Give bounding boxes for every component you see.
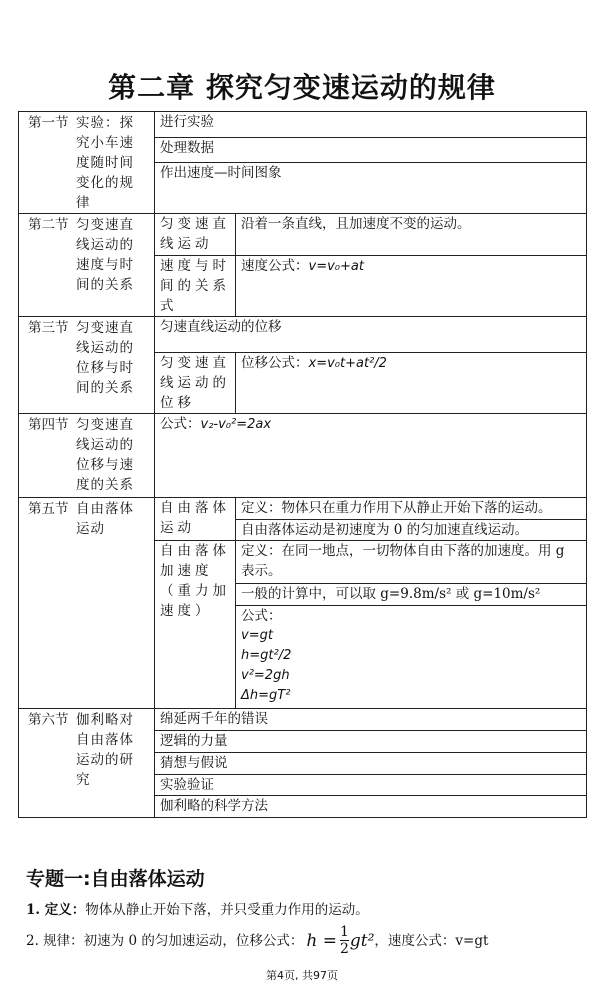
formula: v₂-v₀²=2ax (200, 417, 272, 432)
section-title: 实验：探究小车速度随时间变化的规律 (76, 115, 134, 211)
table-cell: 绵延两千年的错误 (155, 709, 587, 731)
formula-label: 公式： (241, 608, 282, 624)
table-cell: 一般的计算中，可以取 g=9.8m/s² 或 g=10m/s² (236, 584, 587, 606)
table-cell: 进行实验 (155, 112, 587, 138)
formula: gt² (349, 930, 375, 951)
section-cell (19, 112, 155, 214)
table-cell: 作出速度—时间图象 (155, 163, 587, 214)
table-cell (155, 414, 587, 498)
table-row (19, 414, 587, 498)
table-cell: 处理数据 (155, 137, 587, 163)
law-text: 2. 规律：初速为 0 的匀加速运动，位移公式： (26, 932, 304, 949)
topic-heading: 专题一:自由落体运动 (26, 868, 205, 890)
section-title: 匀变速直线运动的位移与速度的关系 (76, 417, 134, 493)
summary-table (18, 111, 587, 818)
law-text-tail: ，速度公式：v=gt (374, 932, 489, 949)
formula: h=gt²/2 (241, 648, 292, 663)
table-cell: 定义：物体只在重力作用下从静止开始下落的运动。 (236, 498, 587, 520)
table-cell: 沿着一条直线，且加速度不变的运动。 (236, 214, 587, 256)
formula: v²=2gh (241, 668, 290, 683)
table-cell: 实验验证 (155, 775, 587, 796)
denominator: 2 (339, 941, 349, 957)
section-label: 第一节 (28, 115, 69, 131)
formula-label: 速度公式： (241, 258, 309, 274)
chapter-title: 第二章 探究匀变速运动的规律 (108, 71, 496, 104)
section-label: 第五节 (28, 501, 69, 517)
formula: h = (306, 930, 337, 951)
table-cell: 匀速直线运动的位移 (155, 317, 587, 353)
formula: v=gt (241, 628, 273, 643)
section-title: 自由落体运动 (76, 501, 134, 537)
table-cell: 定义：在同一地点，一切物体自由下落的加速度。用 g 表示。 (236, 541, 587, 584)
table-cell (236, 606, 587, 709)
section-title: 伽利略对自由落体运动的研究 (76, 712, 134, 788)
section-cell (19, 214, 155, 317)
formula-label: 位移公式： (241, 355, 309, 371)
section-title: 匀变速直线运动的位移与时间的关系 (76, 320, 134, 396)
formula: x=v₀t+at²/2 (308, 356, 387, 371)
table-row (19, 709, 587, 731)
table-row (19, 498, 587, 520)
formula: v=v₀+at (308, 259, 364, 274)
formula-label: 公式： (160, 416, 201, 432)
table-cell: 逻辑的力量 (155, 731, 587, 753)
section-title: 匀变速直线运动的速度与时间的关系 (76, 217, 134, 293)
section-cell (19, 498, 155, 709)
table-cell: 猜想与假说 (155, 753, 587, 775)
page-footer: 第4页, 共97页 (266, 969, 338, 982)
section-cell (19, 709, 155, 818)
table-row (19, 112, 587, 138)
section-cell (19, 414, 155, 498)
section-label: 第二节 (28, 217, 69, 233)
sub-topic: 速度与时间的关系式 (155, 256, 236, 317)
formula: Δh=gT² (241, 688, 291, 703)
table-cell (236, 256, 587, 317)
definition-label: 1. 定义： (26, 902, 86, 918)
table-row (19, 214, 587, 256)
section-label: 第六节 (28, 712, 69, 728)
section-label: 第三节 (28, 320, 69, 336)
fraction (340, 924, 349, 957)
paragraph-definition (26, 900, 604, 920)
table-row (19, 317, 587, 353)
sub-topic: 自由落体运动 (155, 498, 236, 541)
table-cell: 自由落体运动是初速度为 0 的匀加速直线运动。 (236, 520, 587, 541)
sub-topic: 自由落体加速度（重力加速度） (155, 541, 236, 709)
section-label: 第四节 (28, 417, 69, 433)
paragraph-law (26, 924, 604, 957)
table-cell (236, 353, 587, 414)
sub-topic: 匀变速直线运动的位移 (155, 353, 236, 414)
table-cell: 伽利略的科学方法 (155, 796, 587, 818)
sub-topic: 匀变速直线运动 (155, 214, 236, 256)
section-cell (19, 317, 155, 414)
numerator: 1 (339, 924, 349, 940)
definition-text: 物体从静止开始下落，并只受重力作用的运动。 (85, 902, 369, 918)
